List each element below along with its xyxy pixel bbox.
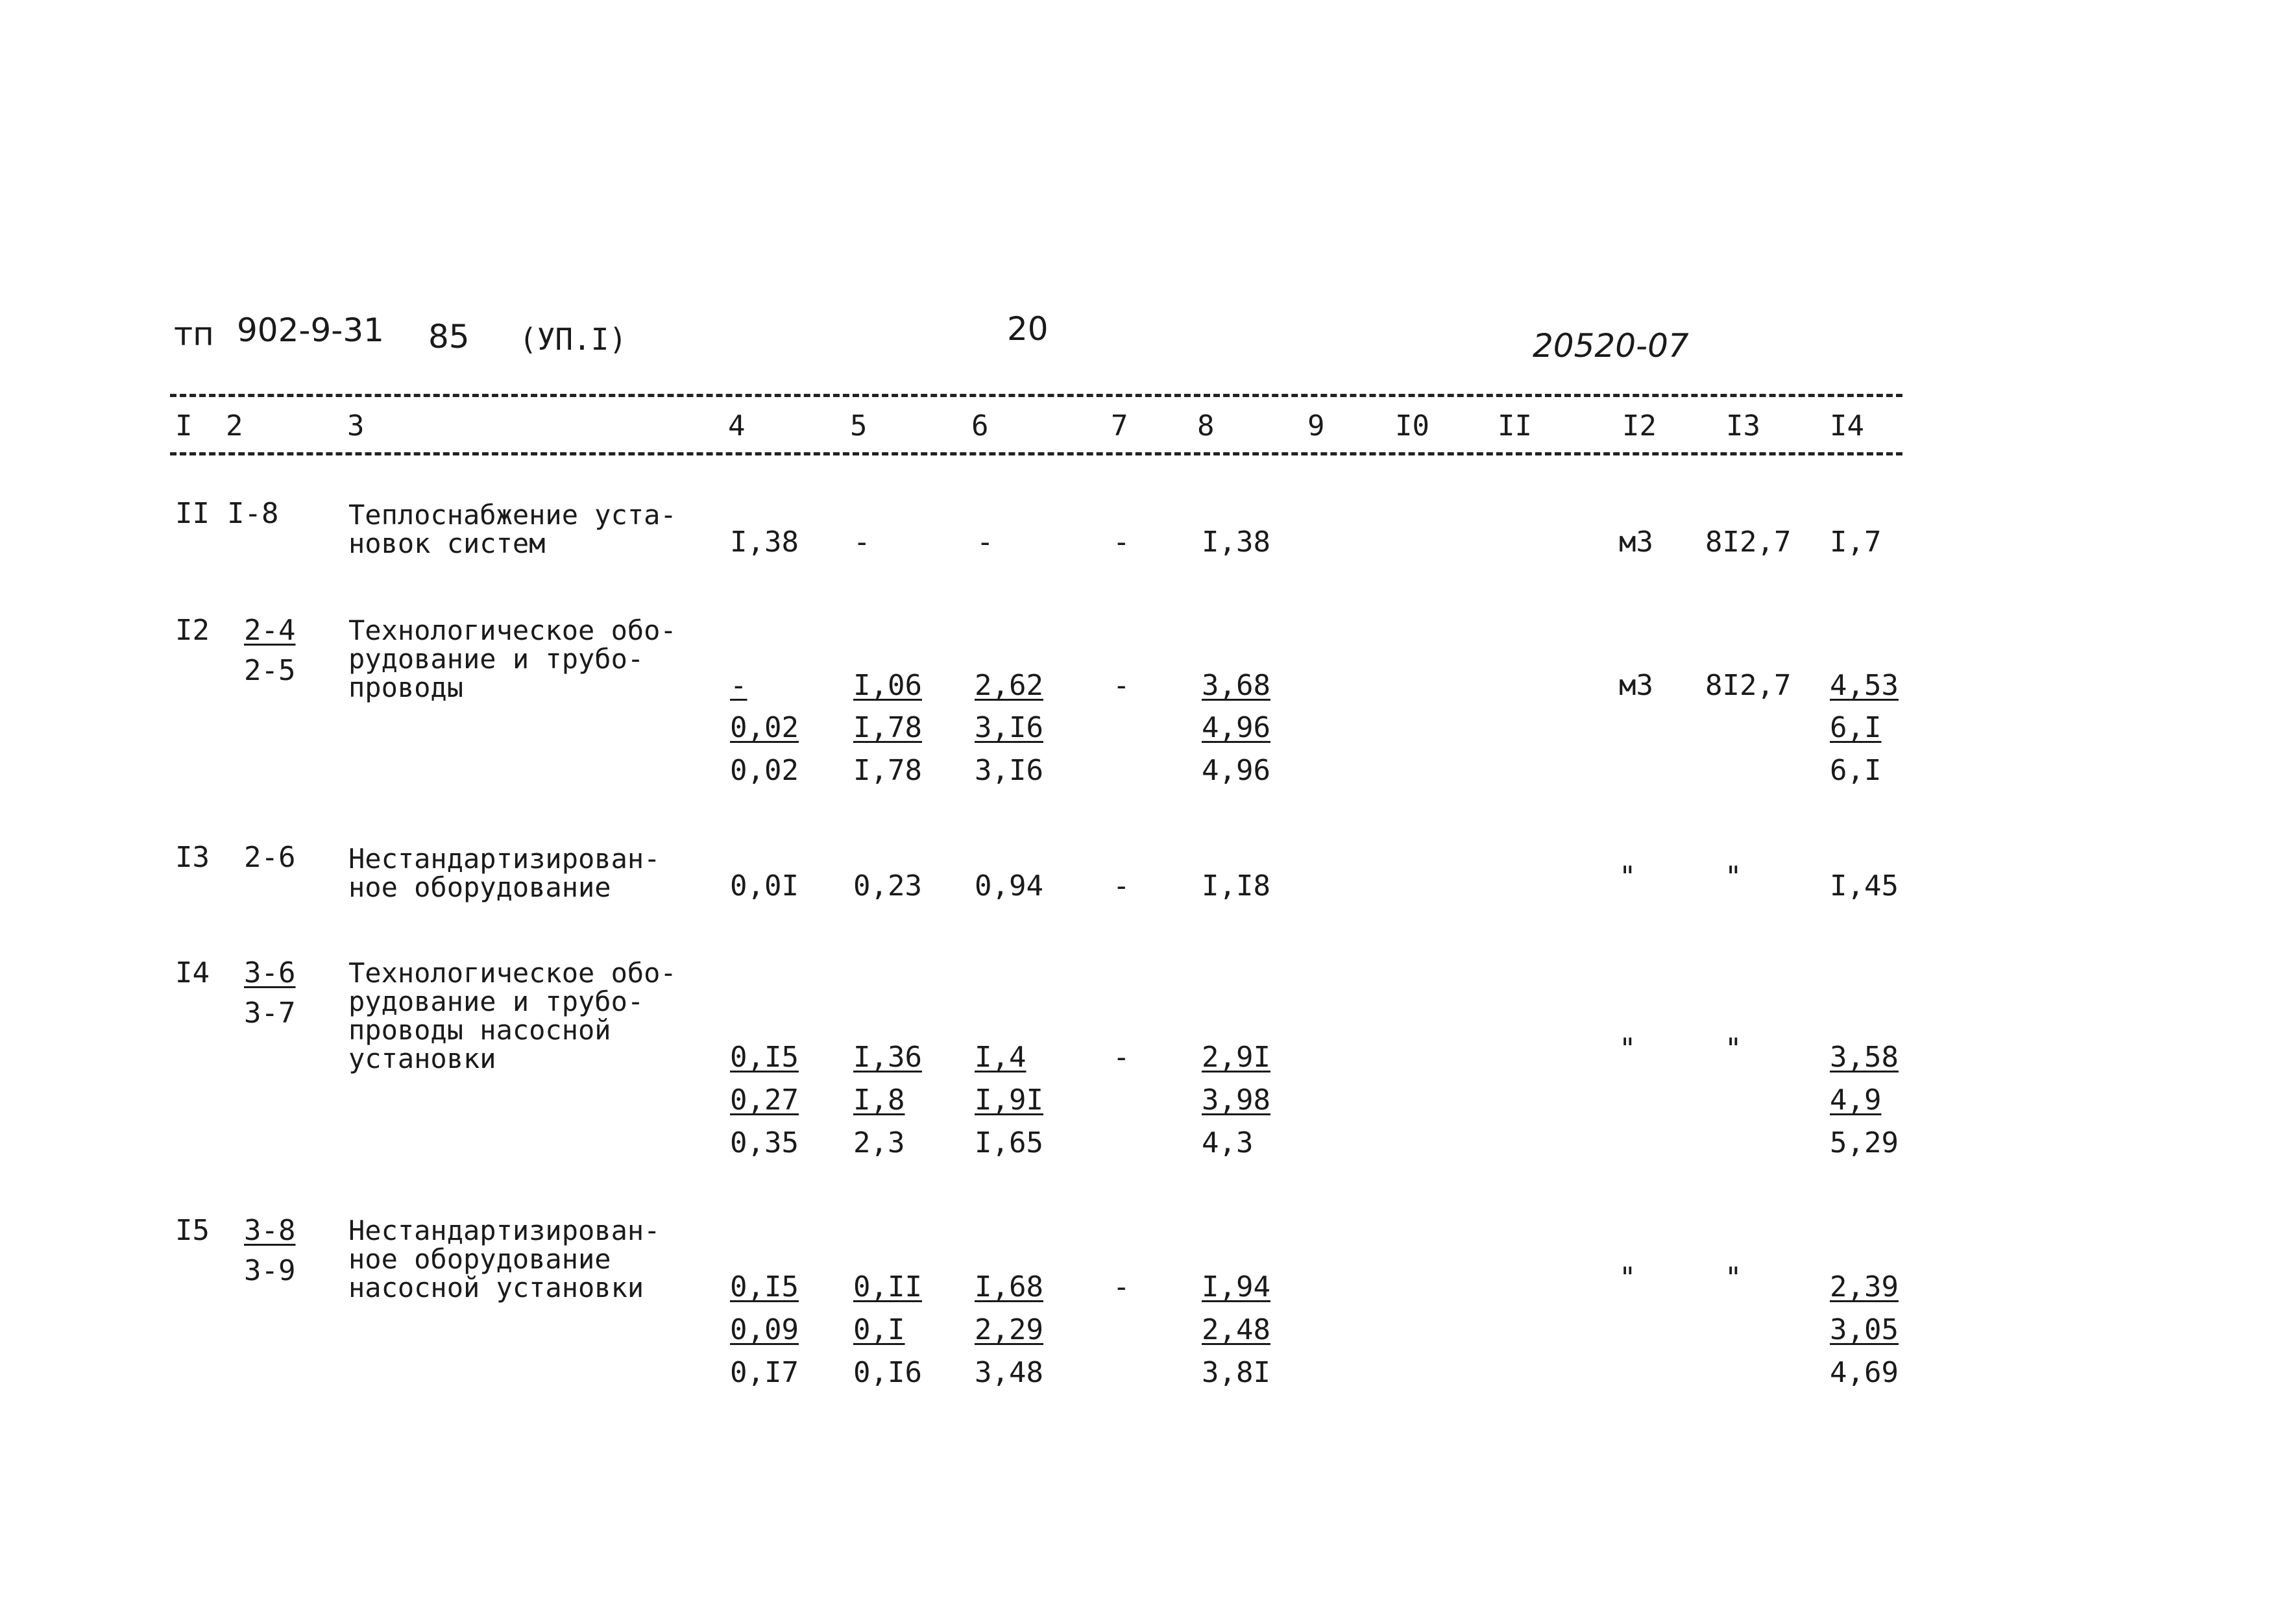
cell-col8: I,I8 <box>1202 869 1270 903</box>
cell-col6: - <box>977 526 994 559</box>
cell-col5: - <box>853 526 871 559</box>
cell-col4-line1: - <box>730 669 747 702</box>
cell-col14-line2: 6,I <box>1830 711 1882 744</box>
cell-col5: 0,23 <box>853 869 922 903</box>
row-ref-top: 3-8 <box>244 1214 296 1247</box>
cell-col8-line1: I,94 <box>1202 1270 1270 1303</box>
cell-col8: I,38 <box>1202 526 1270 559</box>
column-header-8: 8 <box>1197 409 1215 442</box>
column-header-2: 2 <box>226 409 243 442</box>
cell-col6-line3: 3,48 <box>975 1356 1043 1389</box>
cell-col14-line1: 3,58 <box>1830 1041 1899 1074</box>
row-number: I2 <box>175 614 210 647</box>
row-ref-bottom: 2-5 <box>244 654 296 687</box>
header-top-rule <box>170 394 1902 397</box>
row-ref-bottom: 3-9 <box>244 1254 296 1287</box>
album-label: (УП.I) <box>519 322 627 357</box>
cell-col12: " <box>1619 1261 1636 1294</box>
page-number: 20 <box>1007 310 1049 348</box>
row-description: Нестандартизирован- ное оборудование <box>348 843 661 903</box>
cell-col8-line1: 3,68 <box>1202 669 1270 702</box>
cell-col14: I,7 <box>1830 526 1882 559</box>
cell-col14-line3: 6,I <box>1830 754 1882 787</box>
cell-col14: I,45 <box>1830 869 1899 903</box>
cell-col7: - <box>1113 669 1130 702</box>
cell-col12: " <box>1619 1032 1636 1065</box>
cell-col8-line3: 3,8I <box>1202 1356 1270 1389</box>
cell-col6: 0,94 <box>975 869 1043 903</box>
cell-col8-line2: 4,96 <box>1202 711 1270 744</box>
cell-col8-line2: 3,98 <box>1202 1084 1270 1117</box>
cell-col7: - <box>1113 869 1130 903</box>
row-number: I4 <box>175 956 210 989</box>
cell-col4-line3: 0,I7 <box>730 1356 799 1389</box>
cell-col14-line3: 5,29 <box>1830 1126 1899 1159</box>
header-bottom-rule <box>170 452 1902 455</box>
doc-prefix: тп <box>174 315 214 353</box>
cell-col8-line3: 4,3 <box>1202 1126 1254 1159</box>
row-ref-top: 2-4 <box>244 614 296 647</box>
cell-col5-line1: I,06 <box>853 669 922 702</box>
cell-col5-line2: I,78 <box>853 711 922 744</box>
cell-col6-line2: 3,I6 <box>975 711 1043 744</box>
cell-col6-line1: I,68 <box>975 1270 1043 1303</box>
row-number: I3 <box>175 841 210 874</box>
cell-col5-line1: I,36 <box>853 1041 922 1074</box>
column-header-10: I0 <box>1395 409 1429 442</box>
cell-col8-line1: 2,9I <box>1202 1041 1270 1074</box>
cell-col4-line1: 0,I5 <box>730 1041 799 1074</box>
cell-col12: " <box>1619 860 1636 893</box>
cell-col13: " <box>1725 1261 1742 1294</box>
row-description: Нестандартизирован- ное оборудование насосной установки <box>348 1215 661 1303</box>
column-header-9: 9 <box>1307 409 1325 442</box>
cell-col8-line3: 4,96 <box>1202 754 1270 787</box>
cell-col8-line2: 2,48 <box>1202 1313 1270 1346</box>
column-header-11: II <box>1498 409 1532 442</box>
cell-col6-line1: I,4 <box>975 1041 1027 1074</box>
column-header-3: 3 <box>347 409 365 442</box>
row-ref-top: 3-6 <box>244 956 296 989</box>
cell-col5-line2: 0,I <box>853 1313 905 1346</box>
cell-col7: - <box>1113 1270 1130 1303</box>
doc-number: 902-9-31 <box>237 311 384 349</box>
cell-col4-line3: 0,02 <box>730 754 799 787</box>
cell-col4-line3: 0,35 <box>730 1126 799 1159</box>
cell-col4: I,38 <box>730 526 799 559</box>
cell-col6-line3: 3,I6 <box>975 754 1043 787</box>
column-header-12: I2 <box>1622 409 1657 442</box>
cell-col7: - <box>1113 1041 1130 1074</box>
cell-col14-line1: 4,53 <box>1830 669 1899 702</box>
cell-col7: - <box>1113 526 1130 559</box>
row-ref: I-8 <box>227 497 279 530</box>
cell-col4-line2: 0,02 <box>730 711 799 744</box>
cell-col14-line2: 3,05 <box>1830 1313 1899 1346</box>
column-header-7: 7 <box>1111 409 1128 442</box>
cell-col12: м3 <box>1619 669 1653 702</box>
cell-col4: 0,0I <box>730 869 799 903</box>
cell-col5-line3: 2,3 <box>853 1126 905 1159</box>
column-header-14: I4 <box>1830 409 1864 442</box>
cell-col6-line2: I,9I <box>975 1084 1043 1117</box>
row-number: I5 <box>175 1214 210 1247</box>
row-number: II <box>175 497 210 530</box>
cell-col13: 8I2,7 <box>1705 526 1792 559</box>
document-code: 20520-07 <box>1533 327 1689 365</box>
row-description: Теплоснабжение уста- новок систем <box>348 499 677 559</box>
cell-col14-line2: 4,9 <box>1830 1084 1882 1117</box>
cell-col5-line2: I,8 <box>853 1084 905 1117</box>
column-header-6: 6 <box>971 409 989 442</box>
row-ref-bottom: 3-7 <box>244 997 296 1030</box>
cell-col13: 8I2,7 <box>1705 669 1792 702</box>
cell-col4-line1: 0,I5 <box>730 1270 799 1303</box>
column-header-5: 5 <box>850 409 868 442</box>
column-header-13: I3 <box>1726 409 1760 442</box>
column-header-4: 4 <box>728 409 746 442</box>
cell-col4-line2: 0,27 <box>730 1084 799 1117</box>
cell-col12: м3 <box>1619 526 1653 559</box>
cell-col4-line2: 0,09 <box>730 1313 799 1346</box>
row-description: Технологическое обо- рудование и трубо- проводы <box>348 614 677 703</box>
row-ref: 2-6 <box>244 841 296 874</box>
doc-suffix: 85 <box>428 318 470 356</box>
cell-col6-line2: 2,29 <box>975 1313 1043 1346</box>
cell-col13: " <box>1725 1032 1742 1065</box>
column-header-1: I <box>175 409 193 442</box>
cell-col13: " <box>1725 860 1742 893</box>
cell-col14-line1: 2,39 <box>1830 1270 1899 1303</box>
row-description: Технологическое обо- рудование и трубо- проводы насосной установки <box>348 957 677 1074</box>
cell-col5-line3: I,78 <box>853 754 922 787</box>
cell-col5-line3: 0,I6 <box>853 1356 922 1389</box>
cell-col6-line1: 2,62 <box>975 669 1043 702</box>
cell-col14-line3: 4,69 <box>1830 1356 1899 1389</box>
cell-col5-line1: 0,II <box>853 1270 922 1303</box>
cell-col6-line3: I,65 <box>975 1126 1043 1159</box>
